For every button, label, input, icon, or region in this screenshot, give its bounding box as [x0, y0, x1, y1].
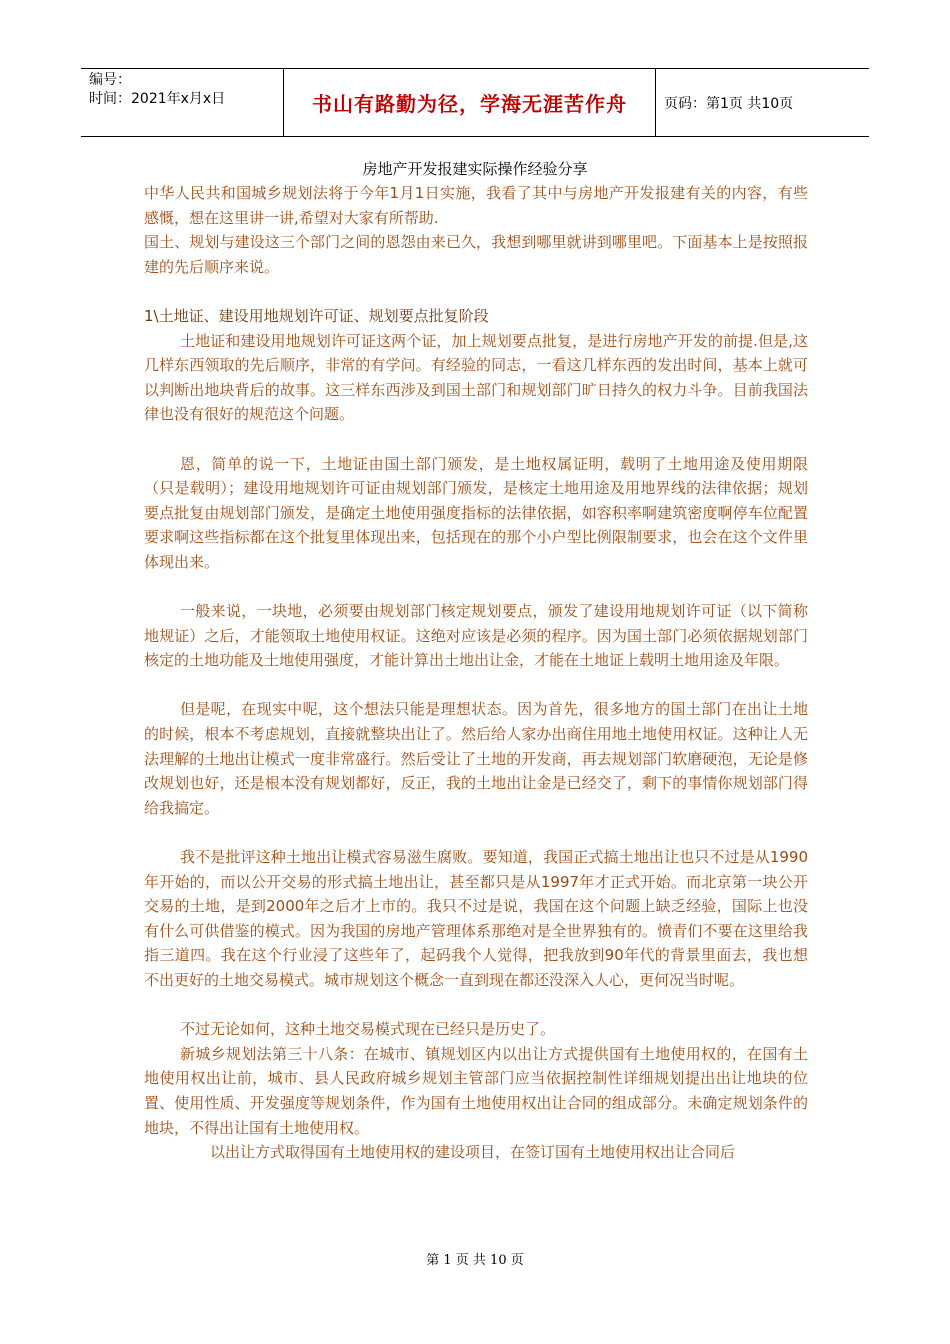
paragraph: 但是呢，在现实中呢，这个想法只能是理想状态。因为首先，很多地方的国土部门在出让土地的时候，根本不考虑规划，直接就整块出让了。然后给人家办出商住用地土地使用权证。这种让人无法理解的土地出让模式一度非常盛行。然后受让了土地的开发商，再去规划部门软磨硬泡，无论是修改规划也好，还是根本没有规划都好，反正，我的土地出让金是已经交了，剩下的事情你规划部门得给我搞定。: [144, 700, 808, 817]
header-page-label: 页码：第1页 共10页: [664, 95, 794, 112]
document-title: 房地产开发报建实际操作经验分享: [362, 160, 588, 178]
paragraph: 不过无论如何，这种土地交易模式现在已经只是历史了。: [180, 1020, 556, 1039]
header-page-cell: [656, 69, 869, 136]
document-body: [144, 181, 808, 1165]
spacer: [144, 820, 808, 845]
spacer: [144, 427, 808, 452]
paragraph: 恩，简单的说一下，土地证由国土部门颁发，是土地权属证明，载明了土地用途及使用期限（只是载明）；建设用地规划许可证由规划部门颁发，是核定土地用途及用地界线的法律依据；规划要点批复由规划部门颁发，是确定土地使用强度指标的法律依据，如容积率啊建筑密度啊停车位配置要求啊这些指标都在这个批复里体现出来，包括现在的那个小户型比例限制要求，也会在这个文件里体现出来。: [144, 454, 808, 571]
spacer: [144, 993, 808, 1018]
paragraph: 土地证和建设用地规划许可证这两个证，加上规划要点批复，是进行房地产开发的前提.但是,这几样东西领取的先后顺序，非常的有学问。有经验的同志，一看这几样东西的发出时间，基本上就可以判断出地块背后的故事。这三样东西涉及到国土部门和规划部门旷日持久的权力斗争。目前我国法律也没有很好的规范这个问题。: [144, 331, 808, 424]
paragraph: 国土、规划与建设这三个部门之间的恩怨由来已久，我想到哪里就讲到哪里吧。下面基本上是按照报建的先后顺序来说。: [144, 233, 808, 276]
header-motto-cell: [284, 69, 656, 136]
document-number-label: 编号：: [89, 72, 131, 88]
spacer: [144, 279, 808, 304]
header-table: [81, 68, 869, 137]
document-time-label: 时间：2021年x月x日: [89, 91, 226, 107]
header-motto: 书山有路勤为径，学海无涯苦作舟: [312, 92, 627, 116]
page-footer: 第 1 页 共 10 页: [426, 1253, 524, 1268]
spacer: [144, 673, 808, 698]
section-heading: 1\土地证、建设用地规划许可证、规划要点批复阶段: [144, 306, 489, 325]
header-meta-cell: [81, 69, 284, 136]
spacer: [144, 575, 808, 600]
paragraph: 一般来说，一块地，必须要由规划部门核定规划要点，颁发了建设用地规划许可证（以下简称地规证）之后，才能领取土地使用权证。这绝对应该是必须的程序。因为国土部门必须依据规划部门核定的土地功能及土地使用强度，才能计算出土地出让金，才能在土地证上载明土地用途及年限。: [144, 602, 808, 670]
paragraph: 以出让方式取得国有土地使用权的建设项目，在签订国有土地使用权出让合同后: [210, 1143, 736, 1162]
paragraph: 新城乡规划法第三十八条：在城市、镇规划区内以出让方式提供国有土地使用权的，在国有土地使用权出让前，城市、县人民政府城乡规划主管部门应当依据控制性详细规划提出出让地块的位置、使用性质、开发强度等规划条件，作为国有土地使用权出让合同的组成部分。未确定规划条件的地块，不得出让国有土地使用权。: [144, 1044, 808, 1137]
paragraph: 中华人民共和国城乡规划法将于今年1月1日实施，我看了其中与房地产开发报建有关的内容，有些感慨，想在这里讲一讲,希望对大家有所帮助.: [144, 184, 808, 227]
paragraph: 我不是批评这种土地出让模式容易滋生腐败。要知道，我国正式搞土地出让也只不过是从1990年开始的，而以公开交易的形式搞土地出让，甚至都只是从1997年才正式开始。而北京第一块公开交易的土地，是到2000年之后才上市的。我只不过是说，我国在这个问题上缺乏经验，国际上也没有什么可供借鉴的模式。因为我国的房地产管理体系那绝对是全世界独有的。愤青们不要在这里给我指三道四。我在这个行业浸了这些年了，起码我个人觉得，把我放到90年代的背景里面去，我也想不出更好的土地交易模式。城市规划这个概念一直到现在都还没深入人心，更何况当时呢。: [144, 848, 808, 989]
